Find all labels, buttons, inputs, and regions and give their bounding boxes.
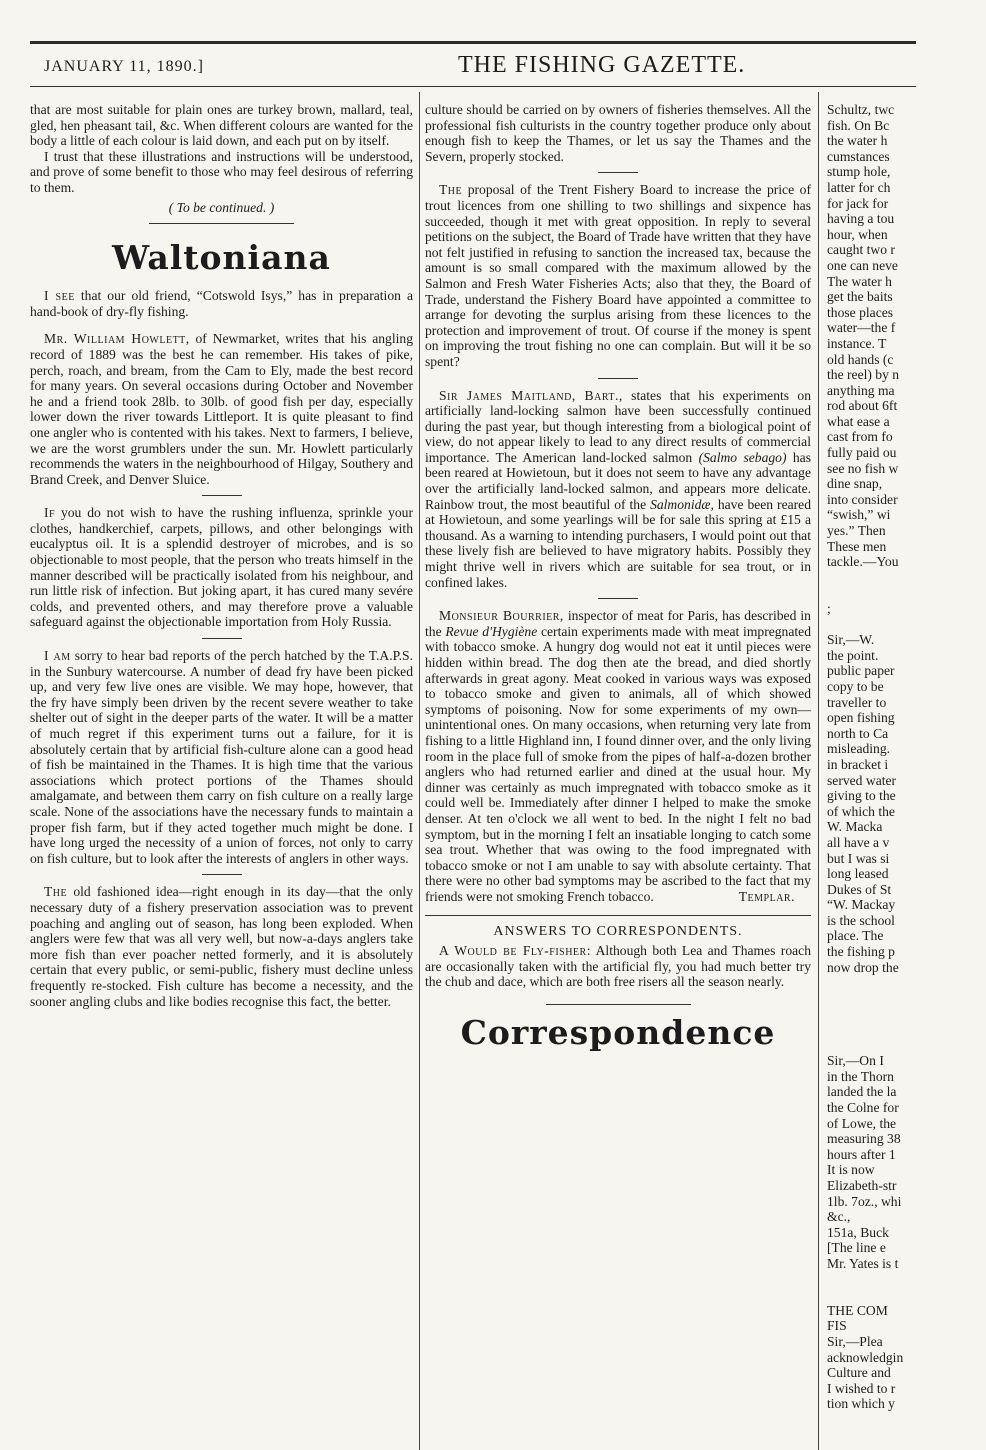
column-3-line: into consider xyxy=(827,491,898,507)
paragraph-trent xyxy=(425,182,811,369)
paragraph-cotswold xyxy=(30,288,413,319)
column-3-line: It is now xyxy=(827,1162,875,1178)
masthead xyxy=(30,52,916,84)
section-title-correspondence: Correspondence xyxy=(460,1012,776,1052)
column-3-line: old hands (c xyxy=(827,351,894,367)
divider-rule xyxy=(202,638,242,639)
column-3-line xyxy=(827,585,927,601)
column-3-line: dine snap, xyxy=(827,476,883,492)
column-3-line: of which the xyxy=(827,803,895,819)
column-3-line: hour, when xyxy=(827,226,888,242)
column-3-line xyxy=(827,1287,927,1303)
section-title-waltoniana: Waltoniana xyxy=(112,238,331,278)
column-3-line: traveller to xyxy=(827,694,887,710)
column-3-line: 151a, Buck xyxy=(827,1224,889,1240)
spacer xyxy=(30,319,413,331)
column-3-line: anything ma xyxy=(827,382,895,398)
column-3-line: These men xyxy=(827,538,887,554)
paragraph-continued: culture should be carried on by owners of fisheries themselves. All the professional fish culturists in the country together produce only about enough fish to keep the Thames, or let us say the Thames and the Severn, properly stocked. xyxy=(425,102,811,164)
column-3-line: tackle.—You xyxy=(827,554,899,570)
column-3-line: place. The xyxy=(827,928,884,944)
column-3-line: The water h xyxy=(827,273,892,289)
column-3-line xyxy=(827,1022,927,1038)
lead-words: If xyxy=(44,505,56,521)
column-3-line: the water h xyxy=(827,133,888,149)
paragraph-text: Although both Lea and Thames roach are occasionally taken with the artificial fly, you had much better try the chub and dace, which are both free risers all the season nearly. xyxy=(425,943,811,990)
column-3-line: giving to the xyxy=(827,788,896,804)
section-rule xyxy=(546,1004,691,1005)
column-3-line: measuring 38 xyxy=(827,1131,901,1147)
paragraph-text: you do not wish to have the rushing influenza, sprinkle your clothes, handkerchief, carpets, pillows, and other belongings with eucalyptus oil. It is a splendid destroyer of microbes, and is so objectionable to most people, that the person who treats himself in the manner described will be practically isolated from his neighbour, and run little risk of infection. But joking apart, it has cured many sevére colds, and prevented others, and may therefore prove a valuable safeguard against the objectionable importation from Holy Russia. xyxy=(30,505,413,630)
lead-words: The xyxy=(44,884,68,900)
column-3-line: long leased xyxy=(827,866,889,882)
column-3-line: the point. xyxy=(827,647,879,663)
column-divider-1 xyxy=(419,92,420,1450)
column-3-line: those places xyxy=(827,304,894,320)
paragraph-text: has been reared at Howietoun, but it does not seem to have any advantage over the artificially land-locked salmon, and appears more delicate. Rainbow trout, the most beautiful of the xyxy=(425,449,811,512)
column-3-line: Culture and xyxy=(827,1365,891,1381)
paragraph-text: inspector of meat for Paris, has described in the xyxy=(425,608,811,639)
column-3-line: the reel) by n xyxy=(827,367,900,383)
column-3-line xyxy=(827,975,927,991)
lead-words: Mr. William Howlett, xyxy=(44,331,190,347)
column-3-line: Mr. Yates is t xyxy=(827,1255,899,1271)
column-3-line: now drop the xyxy=(827,959,899,975)
paragraph-old-fashioned xyxy=(30,884,413,1009)
column-3-line: for jack for xyxy=(827,195,889,211)
paragraph-trust: I trust that these illustrations and instructions will be understood, and prove of some benefit to those who may feel desirous of referring to them. xyxy=(30,148,413,195)
column-3-line: caught two r xyxy=(827,242,895,258)
column-3-cropped xyxy=(827,102,927,1450)
paragraph-influenza xyxy=(30,505,413,630)
divider-rule xyxy=(202,874,242,875)
column-3-line: THE COM xyxy=(827,1302,888,1318)
column-3-line: but I was si xyxy=(827,850,890,866)
column-3-line: water—the f xyxy=(827,320,896,336)
column-3-line: tion which y xyxy=(827,1396,895,1412)
column-2 xyxy=(425,102,811,1063)
column-3-line: Elizabeth-str xyxy=(827,1177,897,1193)
column-3-line: latter for ch xyxy=(827,179,891,195)
column-3-line: W. Macka xyxy=(827,819,883,835)
column-3-line: of Lowe, the xyxy=(827,1115,897,1131)
column-3-line: open fishing xyxy=(827,710,895,726)
column-1 xyxy=(30,102,413,1009)
column-3-line: Dukes of St xyxy=(827,881,892,897)
paragraph-text: that our old friend, “Cotswold Isys,” has in preparation a hand-book of dry-fly fishing. xyxy=(30,288,413,319)
journal-name: Revue d'Hygiène xyxy=(445,623,538,639)
column-3-line: Sir,—Plea xyxy=(827,1333,883,1349)
family-name: Salmonidæ, xyxy=(650,496,714,512)
paragraph-text: sorry to hear bad reports of the perch hatched by the T.A.P.S. in the Sunbury watercourse. A number of dead fry have been picked up, and very few live ones are visible. We may hope, however, that the fry have simply been driven by the recent severe weather to take shelter out of sight in the deeper parts of the water. It will be a matter of much regret if this experiment turns out a failure, for it is absolutely certain that by artificial fish-culture alone can a good head of fish be maintained in the Thames. It is high time that the various associations which protect portions of the Thames should amalgamate, and between them carry on fish culture on a really large scale. None of the associations have the necessary funds to maintain a proper fish farm, but if they acted together much might be done. I have long urged the necessity of a union of forces, not only to carry on fish culture, but to look after the interests of anglers in other ways. xyxy=(30,648,414,866)
column-3-line: all have a v xyxy=(827,834,890,850)
column-3-line: having a tou xyxy=(827,211,895,227)
column-3-line xyxy=(827,617,927,633)
column-3-line: in bracket i xyxy=(827,756,889,772)
paragraph-howlett xyxy=(30,331,413,487)
column-3-line: FIS xyxy=(827,1318,847,1334)
header-top-rule xyxy=(30,41,916,44)
column-3-line xyxy=(827,570,927,586)
divider-rule xyxy=(598,598,638,599)
paragraph-maitland xyxy=(425,388,811,591)
column-3-line: the Colne for xyxy=(827,1100,899,1115)
column-3-line: 1lb. 7oz., whi xyxy=(827,1193,902,1209)
column-3-line: one can neve xyxy=(827,257,898,273)
column-3-line: landed the la xyxy=(827,1084,897,1100)
column-3-line: “swish,” wi xyxy=(827,507,891,523)
column-3-line: is the school xyxy=(827,912,895,928)
column-3-line: cast from fo xyxy=(827,429,893,445)
header-bottom-rule xyxy=(30,86,916,87)
signature: Templar. xyxy=(738,888,795,904)
paragraph-text: of Newmarket, writes that his angling record of 1889 was the best he can remember. His takes of pike, perch, roach, and bream, from the Cam to Ely, made the best record for many years. On several occasions during October and November he and a friend took 28lb. to 30lb. of good fish per day, especially lower down the river towards Littleport. It is quite pleasant to find one angler who is contented with his takes. Next to farmers, I believe, we are the worst grumblers under the sun. Mr. Howlett particularly recommends the waters in the neighbourhood of Hilgay, Southery and Brand Creek, and Denver Sluice. xyxy=(30,331,413,487)
newspaper-title: THE FISHING GAZETTE. xyxy=(458,52,746,78)
column-3-line: what ease a xyxy=(827,413,890,429)
paragraph-end-previous: that are most suitable for plain ones are turkey brown, mallard, teal, gled, hen pheasant tail, &c. When different colours are wanted for the body a little of each colour is laid down, and each put on by itself. xyxy=(30,102,413,149)
lead-words: Sir James Maitland, Bart., xyxy=(439,387,623,403)
paragraph-text: states that his experiments on artificially land-locking salmon have been successfully continued during the past year, but though interesting from a biological point of view, do not appear likely to lead to any direct results of commercial importance. The American land-locked salmon xyxy=(425,387,811,465)
column-divider-2 xyxy=(818,92,819,1450)
section-rule xyxy=(149,223,294,224)
column-3-line: cumstances xyxy=(827,148,890,164)
column-3-line xyxy=(827,1272,927,1288)
lead-words: I see xyxy=(44,288,75,304)
column-3-line: ; xyxy=(827,601,831,616)
divider-rule xyxy=(598,378,638,379)
lead-words: Monsieur Bourrier, xyxy=(439,608,564,624)
answers-rule xyxy=(425,915,811,916)
column-3-line: “W. Mackay xyxy=(827,897,896,913)
paragraph-perch xyxy=(30,648,413,866)
column-3-line: stump hole, xyxy=(827,164,891,180)
column-3-line: misleading. xyxy=(827,741,891,757)
paragraph-text: old fashioned idea—right enough in its day—that the only necessary duty of a fishery preservation association was to prevent poaching and angling out of season, has long been exploded. When anglers were few that was all very well, but now-a-days anglers take more fish than ever poacher netted formerly, and it is absolutely certain that every public, or semi-public, fishery must decline unless frequently re-stocked. Fish culture has become a necessity, and the sooner angling clubs and like bodies recognise this fact, the better. xyxy=(30,884,413,1009)
column-3-line: yes.” Then xyxy=(827,523,886,539)
column-3-line: served water xyxy=(827,772,897,788)
lead-words: I am xyxy=(44,648,71,664)
column-3-line: instance. T xyxy=(827,335,887,351)
column-3-line: acknowledgin xyxy=(827,1349,904,1365)
column-3-line: in the Thorn xyxy=(827,1068,894,1084)
column-3-line: rod about 6ft xyxy=(827,398,898,414)
column-3-line xyxy=(827,1038,927,1054)
paragraph-text: proposal of the Trent Fishery Board to increase the price of trout licences from one shilling to two shillings and sixpence has succeeded, though it met with great opposition. In reply to several petitions on the subject, the Board of Trade have written that they have not felt justified in refusing to sanction the increased tax, because the amount is so small compared with the maximum allowed by the Salmon and Fresh Water Fisheries Acts; also that they, the Board of Trade, understand the Fishery Board have appointed a committee to arrange for devoting the surplus arising from these licences to the protection and improvement of trout. Of course if the money is spent on improving the trout fishing no one can complain. But will it be so spent? xyxy=(425,182,811,369)
column-3-line: &c., xyxy=(827,1209,851,1225)
divider-rule xyxy=(202,495,242,496)
column-3-line: copy to be xyxy=(827,678,884,694)
column-3-line: get the baits xyxy=(827,289,893,305)
column-3-line: see no fish w xyxy=(827,460,899,476)
paragraph-bourrier xyxy=(425,608,811,904)
column-3-line: hours after 1 xyxy=(827,1146,896,1162)
column-3-line xyxy=(827,1006,927,1022)
column-3-line: I wished to r xyxy=(827,1380,896,1396)
column-3-line: the fishing p xyxy=(827,944,895,960)
column-3-line: fish. On Bc xyxy=(827,117,890,133)
column-3-line: Schultz, twc xyxy=(827,102,895,117)
paragraph-text: have been reared at Howietoun, and some yearlings will be for sale this spring at £15 a thousand. As a warning to intending purchasers, I would point out that these lively fish are believed to have migratory habits. Possibly they might thrive well in rivers which are suitable for sea trout, or in confined lakes. xyxy=(425,496,811,590)
column-3-line xyxy=(827,991,927,1007)
column-3-line: north to Ca xyxy=(827,725,889,741)
divider-rule xyxy=(598,172,638,173)
column-3-line: [The line e xyxy=(827,1240,886,1256)
issue-date: JANUARY 11, 1890.] xyxy=(44,58,204,75)
to-be-continued: ( To be continued. ) xyxy=(168,199,275,215)
column-3-line: Sir,—W. xyxy=(827,632,875,648)
lead-words: The xyxy=(439,182,463,198)
column-3-line: fully paid ou xyxy=(827,445,897,461)
paragraph-text: certain experiments made with meat impregnated with tobacco smoke. A hungry dog would not eat it until pieces were hidden within bread. The dog then ate the bread, and died shortly afterwards in great agony. Meat cooked in various ways was exposed to tobacco smoke and given to animals, all of which showed symptoms of poisoning. Now for some experiments of my own—unintentional ones. On many occasions, when returning very late from fishing to a little Highland inn, I found dinner over, and the only living room in the place full of smoke from the pipes of half-a-dozen brother anglers who had returned earlier and dined at the usual hour. My dinner was certainly as much impregnated with tobacco smoke as it could well be. Immediately after dinner I helped to make the smoke denser. At ten o'clock we all went to bed. In the night I felt no bad symptom, but in the morning I felt an insatiable longing to catch some sea trout. Whether that was owing to the food impregnated with tobacco smoke or not I am unable to say with absolute certainty. That there were no other bad symptoms may be ascribed to the fact that my friends were not smoking French tobacco. xyxy=(425,623,811,904)
answer-paragraph xyxy=(425,943,811,990)
lead-words: A Would be Fly-fisher: xyxy=(439,943,591,959)
column-3-line: Sir,—On I xyxy=(827,1053,884,1069)
column-3-line: public paper xyxy=(827,663,895,679)
answers-title: ANSWERS TO CORRESPONDENTS. xyxy=(493,923,743,939)
species-name: (Salmo sebago) xyxy=(698,449,787,465)
